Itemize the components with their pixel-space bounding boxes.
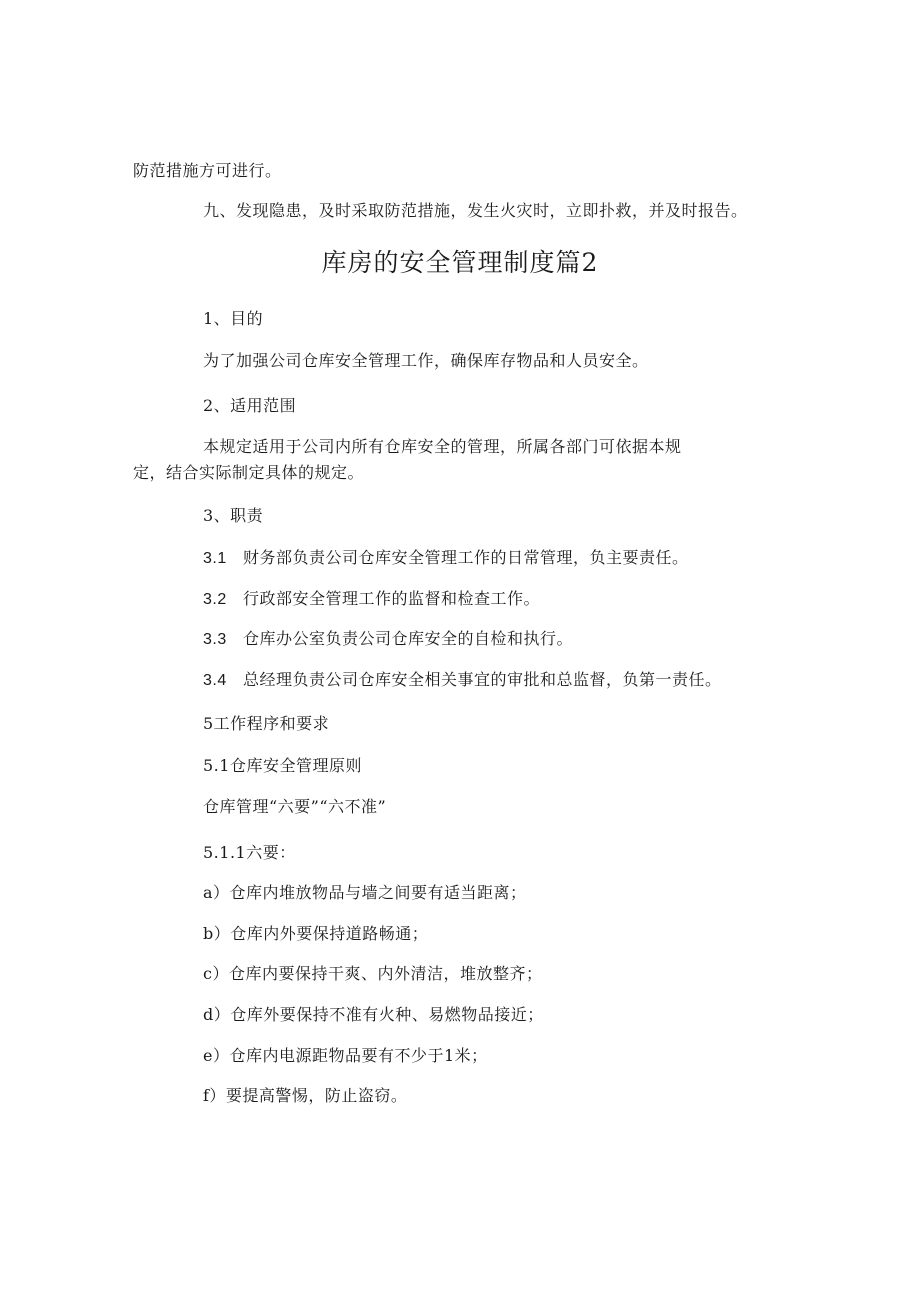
duty-text: 行政部安全管理工作的监督和检查工作。 xyxy=(243,589,541,608)
purpose-text: 为了加强公司仓库安全管理工作，确保库存物品和人员安全。 xyxy=(203,351,649,370)
continuation-line: 防范措施方可进行。 xyxy=(133,161,282,180)
principle-text: 仓库管理“六要”“六不准” xyxy=(203,797,387,816)
duty-number: 3.4 xyxy=(203,672,227,689)
six-musts-heading: 5.1.1六要： xyxy=(203,843,296,862)
duty-item xyxy=(203,669,722,692)
duty-text: 财务部负责公司仓库安全管理工作的日常管理，负主要责任。 xyxy=(243,548,689,567)
list-item: e）仓库内电源距物品要有不少于1米； xyxy=(203,1046,488,1065)
scope-heading: 2、适用范围 xyxy=(203,396,297,415)
duty-number: 3.2 xyxy=(203,591,227,608)
duty-number: 3.3 xyxy=(203,631,227,648)
scope-text: 本规定适用于公司内所有仓库安全的管理，所属各部门可依据本规定，结合实际制定具体的规定。 xyxy=(133,437,682,482)
list-item: f）要提高警惕，防止盗窃。 xyxy=(203,1086,408,1105)
duty-heading: 3、职责 xyxy=(203,506,264,525)
duty-item xyxy=(203,547,689,570)
principle-heading: 5.1仓库安全管理原则 xyxy=(203,756,362,775)
list-item: c）仓库内要保持干爽、内外清洁，堆放整齐； xyxy=(203,964,543,983)
list-item: b）仓库内外要保持道路畅通； xyxy=(203,924,429,943)
list-item: a）仓库内堆放物品与墙之间要有适当距离； xyxy=(203,883,527,902)
duty-text: 仓库办公室负责公司仓库安全的自检和执行。 xyxy=(243,629,574,648)
duty-item xyxy=(203,588,540,611)
duty-text: 总经理负责公司仓库安全相关事宜的审批和总监督，负第一责任。 xyxy=(243,670,722,689)
procedure-heading: 5工作程序和要求 xyxy=(203,714,330,733)
duty-number: 3.1 xyxy=(203,550,227,567)
item-nine-text: 九、发现隐患，及时采取防范措施，发生火灾时，立即扑救，并及时报告。 xyxy=(203,201,748,220)
purpose-heading: 1、目的 xyxy=(203,309,264,328)
list-item: d）仓库外要保持不准有火种、易燃物品接近； xyxy=(203,1005,544,1024)
duty-item xyxy=(203,628,573,651)
section-title: 库房的安全管理制度篇2 xyxy=(321,248,599,277)
